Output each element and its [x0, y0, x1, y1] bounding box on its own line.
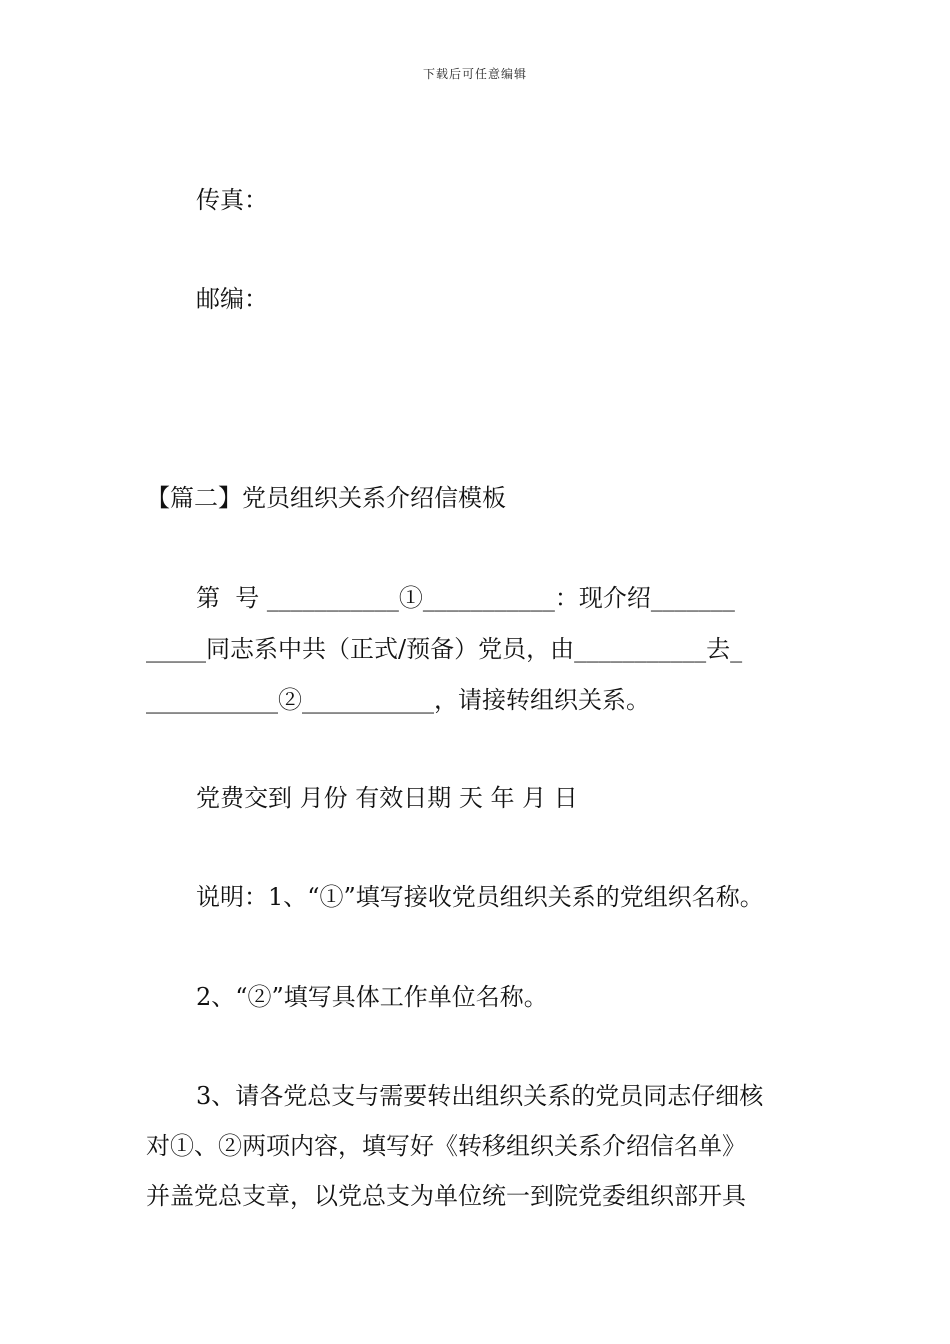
note-item-1: 说明：1、“①”填写接收党员组织关系的党组织名称。 — [196, 883, 764, 911]
section-title: 【篇二】党员组织关系介绍信模板 — [146, 484, 506, 512]
page-header-note: 下载后可任意编辑 — [422, 67, 527, 81]
note-item-3-line-2: 对①、②两项内容，填写好《转移组织关系介绍信名单》 — [146, 1132, 746, 1160]
note-item-2: 2、“②”填写具体工作单位名称。 — [196, 983, 548, 1011]
letter-line-3: ___________②___________，请接转组织关系。 — [146, 686, 650, 714]
letter-line-2: _____同志系中共（正式/预备）党员，由___________去_ — [146, 635, 743, 663]
note-item-3-line-1: 3、请各党总支与需要转出组织关系的党员同志仔细核 — [196, 1082, 764, 1110]
postcode-label: 邮编： — [196, 285, 268, 313]
note-item-3-line-3: 并盖党总支章，以党总支为单位统一到院党委组织部开具 — [146, 1182, 746, 1210]
letter-line-1: 第 号 ___________①___________：现介绍_______ — [196, 584, 735, 612]
fax-label: 传真： — [196, 186, 268, 214]
party-dues-line: 党费交到 月份 有效日期 天 年 月 日 — [196, 784, 578, 812]
